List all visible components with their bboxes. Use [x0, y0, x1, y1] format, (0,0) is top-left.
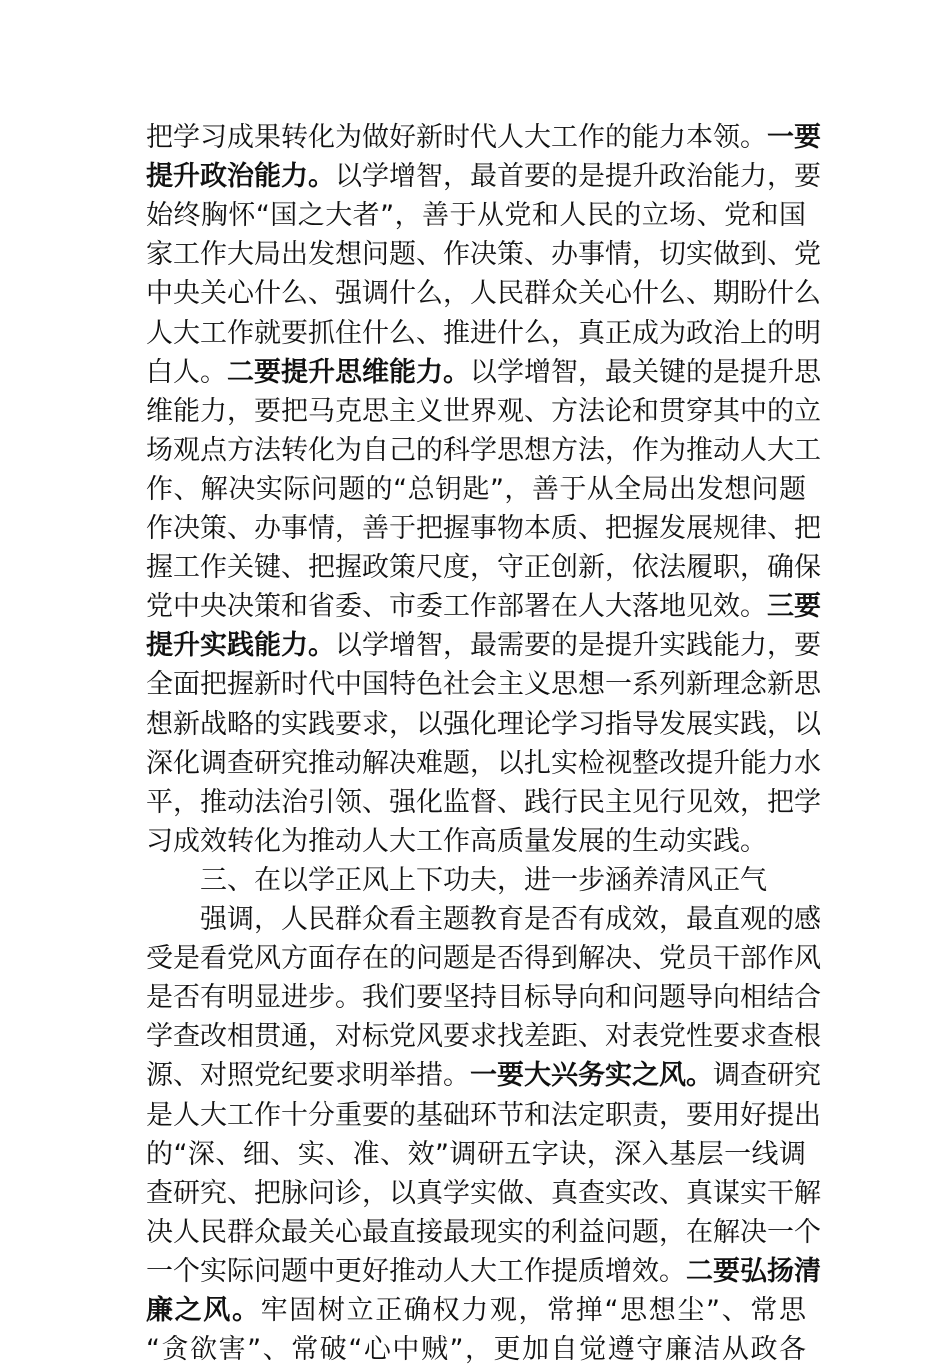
text-line	[146, 1134, 806, 1175]
text-segment: 的“深、细、实、准、效”调研五字诀，深入基层一线调	[146, 1139, 806, 1170]
text-line	[146, 273, 821, 314]
text-line	[146, 743, 821, 784]
text-segment: 查研究、把脉问诊，以真学实做、真查实改、真谋实干解	[146, 1178, 821, 1209]
text-line	[146, 352, 821, 393]
text-segment: 是否有明显进步。我们要坚持目标导向和问题导向相结合	[146, 982, 821, 1013]
text-segment: 中央关心什么、强调什么，人民群众关心什么、期盼什么	[146, 278, 821, 309]
text-line	[146, 586, 821, 627]
text-segment: 以学增智，最需要的是提升实践能力，要	[335, 630, 821, 661]
text-line	[146, 313, 821, 354]
text-line	[146, 1329, 806, 1370]
text-segment: 源、对照党纪要求明举措。	[146, 1060, 470, 1091]
text-segment: 决人民群众最关心最直接最现实的利益问题，在解决一个	[146, 1217, 821, 1248]
text-line	[146, 547, 821, 588]
text-line	[146, 704, 821, 745]
text-line	[200, 899, 821, 940]
text-segment: 是人大工作十分重要的基础环节和法定职责，要用好提出	[146, 1100, 821, 1131]
text-line	[146, 625, 821, 666]
text-segment: 把学习成果转化为做好新时代人大工作的能力本领。	[146, 122, 767, 153]
bold-text-segment: 一要	[767, 122, 821, 153]
bold-text-segment: 二要弘扬清	[686, 1256, 821, 1287]
text-segment: 以学增智，最首要的是提升政治能力，要	[335, 161, 821, 192]
text-segment: 作决策、办事情，善于把握事物本质、把握发展规律、把	[146, 513, 821, 544]
text-line	[146, 782, 821, 823]
text-line	[146, 1173, 821, 1214]
text-line	[146, 195, 806, 236]
text-segment: 家工作大局出发想问题、作决策、办事情，切实做到、党	[146, 239, 821, 270]
text-line	[146, 1212, 821, 1253]
bold-text-segment: 提升政治能力。	[146, 161, 335, 192]
text-line	[146, 469, 806, 510]
text-segment: 党中央决策和省委、市委工作部署在人大落地见效。	[146, 591, 767, 622]
text-segment: 想新战略的实践要求，以强化理论学习指导发展实践，以	[146, 709, 821, 740]
text-line	[146, 821, 806, 862]
text-line	[146, 1095, 821, 1136]
bold-text-segment: 一要大兴务实之风。	[470, 1060, 713, 1091]
text-segment: 场观点方法转化为自己的科学思想方法，作为推动人大工	[146, 435, 821, 466]
text-segment: 维能力，要把马克思主义世界观、方法论和贯穿其中的立	[146, 396, 821, 427]
bold-text-segment: 三要	[767, 591, 821, 622]
text-segment: 调查研究	[713, 1060, 821, 1091]
text-line	[146, 1055, 821, 1096]
text-segment: 一个实际问题中更好推动人大工作提质增效。	[146, 1256, 686, 1287]
text-segment: 强调，人民群众看主题教育是否有成效，最直观的感	[200, 904, 821, 935]
text-segment: 牢固树立正确权力观，常掸“思想尘”、常思	[260, 1295, 807, 1326]
text-line	[146, 938, 821, 979]
text-line	[146, 156, 821, 197]
text-line	[146, 234, 821, 275]
bold-text-segment: 廉之风。	[146, 1295, 261, 1326]
text-segment: 人大工作就要抓住什么、推进什么，真正成为政治上的明	[146, 318, 821, 349]
bold-text-segment: 提升实践能力。	[146, 630, 335, 661]
text-line	[146, 391, 821, 432]
text-line	[146, 508, 821, 549]
text-segment: 以学增智，最关键的是提升思	[470, 357, 821, 388]
text-segment: 三、在以学正风上下功夫，进一步涵养清风正气	[200, 865, 767, 896]
text-line	[146, 1290, 806, 1331]
bold-text-segment: 二要提升思维能力。	[227, 357, 470, 388]
text-segment: 受是看党风方面存在的问题是否得到解决、党员干部作风	[146, 943, 821, 974]
section-heading	[200, 860, 806, 901]
text-segment: 平，推动法治引领、强化监督、践行民主见行见效，把学	[146, 787, 821, 818]
text-segment: “贪欲害”、常破“心中贼”，更加自觉遵守廉洁从政各	[146, 1334, 806, 1365]
text-segment: 全面把握新时代中国特色社会主义思想一系列新理念新思	[146, 669, 821, 700]
text-line	[146, 430, 821, 471]
text-segment: 白人。	[146, 357, 227, 388]
text-segment: 习成效转化为推动人大工作高质量发展的生动实践。	[146, 826, 767, 857]
text-line	[146, 664, 821, 705]
text-line	[146, 117, 821, 158]
text-line	[146, 1016, 821, 1057]
text-line	[146, 977, 821, 1018]
text-segment: 作、解决实际问题的“总钥匙”，善于从全局出发想问题	[146, 474, 806, 505]
text-segment: 握工作关键、把握政策尺度，守正创新，依法履职，确保	[146, 552, 821, 583]
text-segment: 深化调查研究推动解决难题，以扎实检视整改提升能力水	[146, 748, 821, 779]
text-segment: 始终胸怀“国之大者”，善于从党和人民的立场、党和国	[146, 200, 806, 231]
text-line	[146, 1251, 821, 1292]
text-segment: 学查改相贯通，对标党风要求找差距、对表党性要求查根	[146, 1021, 821, 1052]
